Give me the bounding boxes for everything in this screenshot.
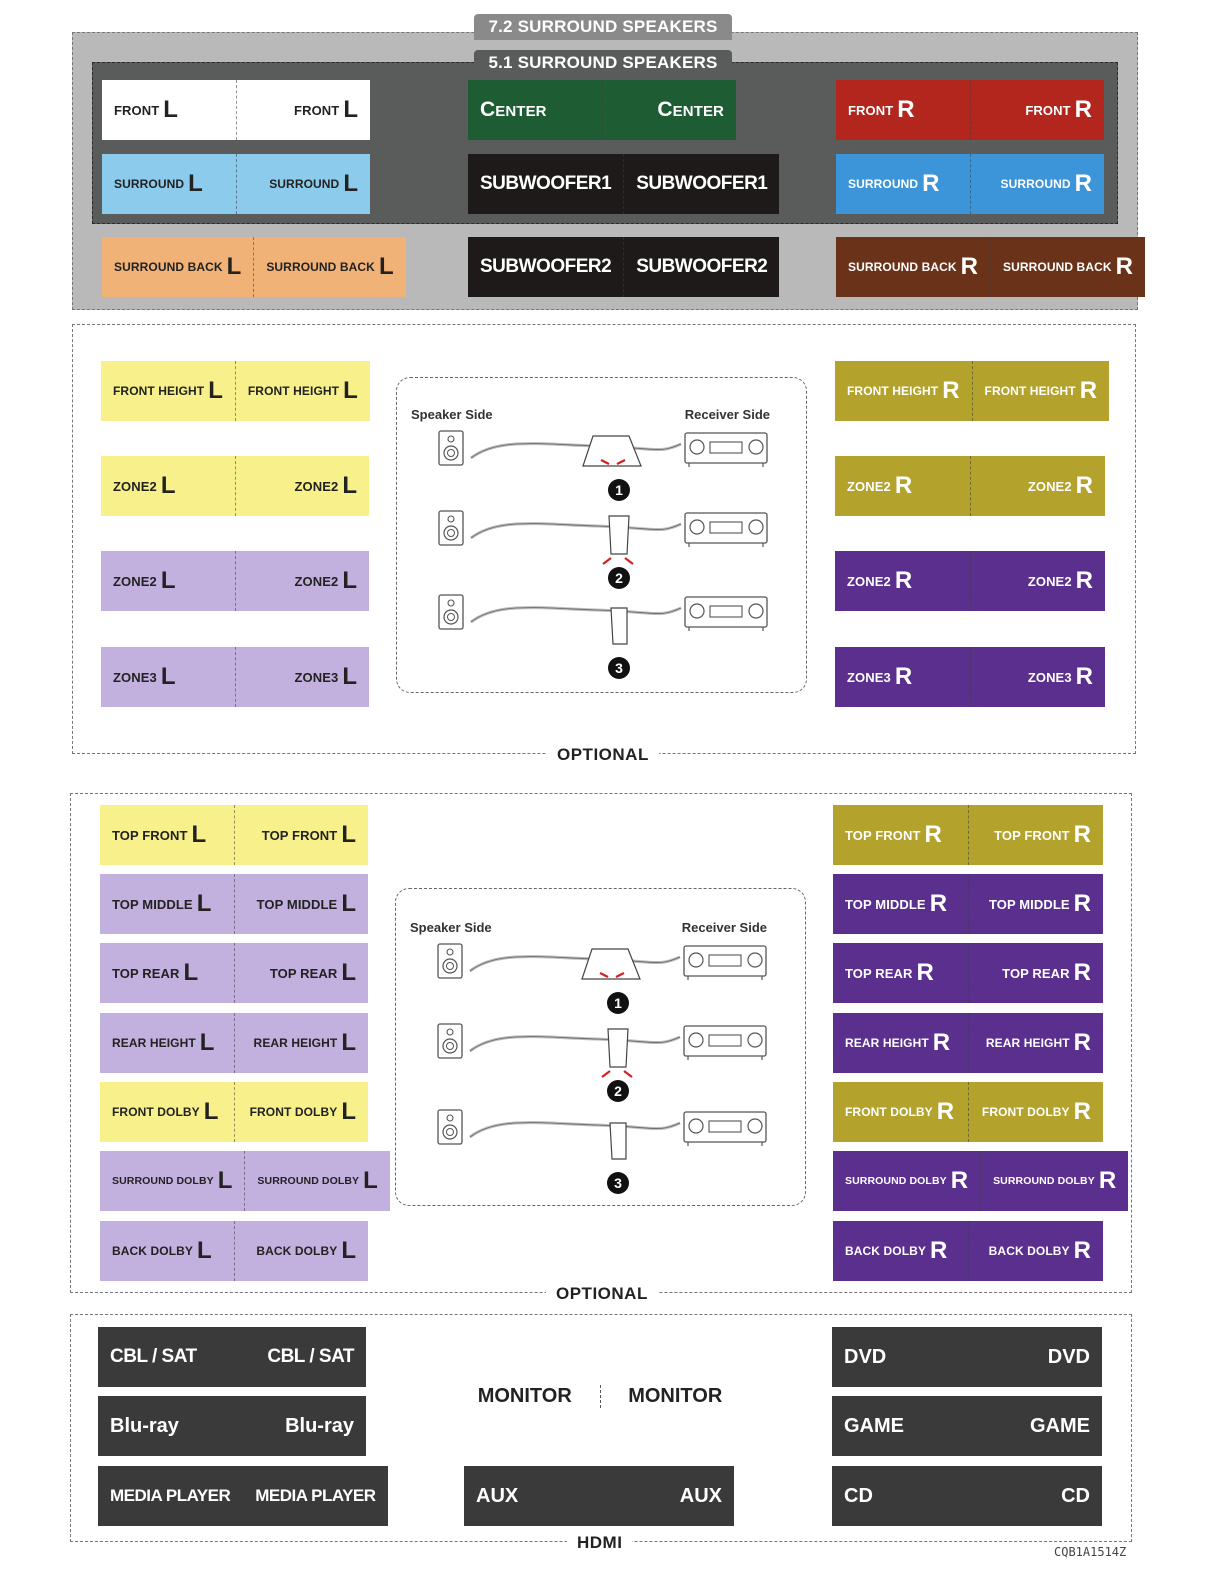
label-text: FRONT DOLBY xyxy=(249,1105,338,1119)
channel-side-letter: R xyxy=(1073,821,1091,848)
label-half-right xyxy=(600,1466,735,1526)
receiver-side-label: Receiver Side xyxy=(681,920,767,935)
wrap-step-3 xyxy=(438,1110,766,1194)
label-text: ZONE2 xyxy=(1027,478,1072,494)
label-half-left xyxy=(100,805,235,865)
monitor-label-pair xyxy=(450,1366,750,1426)
wrap-step-2 xyxy=(438,1024,766,1102)
label-front-height-l xyxy=(101,361,369,421)
receiver-icon xyxy=(685,513,767,547)
receiver-icon xyxy=(685,433,767,467)
label-text: SURROUND xyxy=(269,177,340,191)
label-text: MEDIA PLAYER xyxy=(255,1486,376,1505)
step-number: 1 xyxy=(615,482,623,498)
speaker-side-label: Speaker Side xyxy=(410,920,492,935)
channel-side-letter: L xyxy=(197,1237,212,1264)
label-half-left xyxy=(833,805,969,865)
channel-side-letter: R xyxy=(1115,253,1133,280)
channel-side-letter: R xyxy=(1074,96,1092,123)
wrap-steps-illustration xyxy=(397,378,808,694)
label-text: SUBWOOFER2 xyxy=(636,256,768,277)
receiver-icon xyxy=(685,597,767,631)
label-surround-back-r xyxy=(836,237,1133,297)
monitor-right: MONITOR xyxy=(628,1384,723,1407)
channel-side-letter: R xyxy=(894,472,913,499)
channel-side-letter: L xyxy=(183,959,199,986)
label-half-left xyxy=(835,361,973,421)
label-half-left xyxy=(101,456,236,516)
label-half-left xyxy=(464,1466,600,1526)
channel-side-letter: R xyxy=(1098,1167,1117,1194)
label-text: SURROUND DOLBY xyxy=(845,1175,947,1187)
label-zone2-r xyxy=(835,551,1105,611)
label-surround-r xyxy=(836,154,1104,214)
label-text: SURROUND DOLBY xyxy=(112,1175,214,1187)
label-half-left xyxy=(836,237,991,297)
label-half-right xyxy=(969,805,1104,865)
label-half-left xyxy=(102,80,237,140)
label-half-right xyxy=(235,1013,369,1073)
label-blu-ray xyxy=(98,1396,366,1456)
label-text: BACK DOLBY xyxy=(988,1244,1070,1258)
channel-side-letter: R xyxy=(916,959,934,986)
label-text: SURROUND BACK xyxy=(114,260,223,274)
channel-side-letter: L xyxy=(341,1237,356,1264)
label-half-right xyxy=(236,456,370,516)
label-text: CBL / SAT xyxy=(110,1346,197,1367)
label-half-left xyxy=(468,237,624,297)
label-half-right xyxy=(235,874,369,934)
label-cbl-sat xyxy=(98,1327,366,1387)
label-half-left xyxy=(832,1396,968,1456)
label-text: CD xyxy=(844,1484,873,1507)
label-top-middle-r xyxy=(833,874,1103,934)
label-subwoofer2 xyxy=(468,237,768,297)
label-text: DVD xyxy=(844,1345,887,1368)
label-back-dolby-l xyxy=(100,1221,368,1281)
channel-side-letter: R xyxy=(1075,663,1093,690)
channel-side-letter: R xyxy=(1073,1029,1091,1056)
channel-side-letter: L xyxy=(341,821,356,848)
label-half-left xyxy=(835,456,971,516)
channel-side-letter: L xyxy=(188,170,203,197)
channel-side-letter: L xyxy=(217,1167,233,1194)
label-text: MEDIA PLAYER xyxy=(110,1486,231,1505)
channel-side-letter: L xyxy=(343,170,358,197)
label-dvd xyxy=(832,1327,1102,1387)
channel-side-letter: L xyxy=(363,1167,378,1194)
step-number: 1 xyxy=(614,995,622,1011)
label-surround-back-l xyxy=(102,237,394,297)
label-aux xyxy=(464,1466,734,1526)
channel-side-letter: R xyxy=(1073,1237,1091,1264)
label-text: SURROUND BACK xyxy=(1002,260,1112,274)
label-half-left xyxy=(102,154,237,214)
label-half-right xyxy=(235,943,369,1003)
step-number: 2 xyxy=(614,1083,622,1099)
label-half-right xyxy=(245,1151,389,1211)
label-media-player xyxy=(98,1466,376,1526)
label-half-left xyxy=(832,1466,968,1526)
label-half-right xyxy=(237,154,371,214)
receiver-icon xyxy=(684,1112,766,1146)
label-text: SURROUND BACK xyxy=(848,260,957,274)
channel-side-letter: L xyxy=(226,253,242,280)
channel-side-letter: R xyxy=(1073,890,1091,917)
label-half-right xyxy=(969,874,1104,934)
label-top-rear-r xyxy=(833,943,1103,1003)
channel-side-letter: R xyxy=(942,377,960,404)
label-text: FRONT HEIGHT xyxy=(984,384,1076,398)
label-text: CBL / SAT xyxy=(267,1346,354,1367)
label-half-left xyxy=(833,1082,969,1142)
label-zone2-l xyxy=(101,551,369,611)
label-half-left xyxy=(836,154,971,214)
label-text: FRONT DOLBY xyxy=(845,1105,933,1119)
label-half-right xyxy=(233,1327,367,1387)
optional-title-2: OPTIONAL xyxy=(546,1284,658,1304)
label-front-dolby-r xyxy=(833,1082,1103,1142)
wrap-step-3 xyxy=(439,595,767,679)
label-half-left xyxy=(101,361,236,421)
optional-title-1: OPTIONAL xyxy=(547,745,659,765)
label-half-right xyxy=(237,80,371,140)
label-text: TOP FRONT xyxy=(261,827,338,843)
label-text: Center xyxy=(657,98,724,121)
label-text: AUX xyxy=(679,1484,722,1507)
wrap-step-2 xyxy=(439,511,767,589)
label-top-middle-l xyxy=(100,874,368,934)
label-half-right xyxy=(971,154,1105,214)
label-text: TOP REAR xyxy=(112,965,180,981)
tab-72-surround: 7.2 SURROUND SPEAKERS xyxy=(474,14,732,40)
channel-side-letter: R xyxy=(960,253,978,280)
label-text: CD xyxy=(1061,1484,1090,1507)
receiver-icon xyxy=(684,946,766,980)
label-zone2-l xyxy=(101,456,369,516)
label-half-right xyxy=(969,1013,1104,1073)
wrap-instruction-diagram-1 xyxy=(396,377,807,693)
monitor-left: MONITOR xyxy=(450,1385,601,1408)
label-half-right xyxy=(969,1082,1104,1142)
label-half-left xyxy=(833,1013,969,1073)
label-surround-dolby-r xyxy=(833,1151,1117,1211)
channel-side-letter: R xyxy=(894,663,913,690)
label-half-left xyxy=(835,551,971,611)
label-top-front-l xyxy=(100,805,368,865)
label-half-right xyxy=(233,1396,367,1456)
channel-side-letter: L xyxy=(208,377,223,404)
label-text: ZONE3 xyxy=(294,669,339,685)
label-half-right xyxy=(603,80,737,140)
channel-side-letter: L xyxy=(160,472,176,499)
wrap-step-1 xyxy=(439,431,767,501)
label-text: TOP MIDDLE xyxy=(988,896,1070,912)
label-front-height-r xyxy=(835,361,1105,421)
label-text: SUBWOOFER1 xyxy=(636,173,768,194)
label-text: SUBWOOFER2 xyxy=(480,256,612,277)
speaker-icon xyxy=(438,944,462,978)
channel-side-letter: L xyxy=(343,96,358,123)
label-half-right xyxy=(236,551,370,611)
step-number: 3 xyxy=(614,1175,622,1191)
label-text: BACK DOLBY xyxy=(845,1244,926,1258)
label-half-left xyxy=(833,1151,981,1211)
label-half-left xyxy=(98,1466,243,1526)
label-text: TOP FRONT xyxy=(845,827,921,843)
channel-side-letter: L xyxy=(341,890,356,917)
label-rear-height-l xyxy=(100,1013,368,1073)
channel-side-letter: R xyxy=(1075,567,1093,594)
label-half-right xyxy=(969,1221,1104,1281)
channel-side-letter: L xyxy=(341,1029,356,1056)
label-text: SURROUND xyxy=(848,177,919,191)
label-text: FRONT DOLBY xyxy=(112,1105,200,1119)
receiver-side-label: Receiver Side xyxy=(684,407,770,422)
label-text: GAME xyxy=(844,1414,904,1437)
label-half-right xyxy=(236,647,370,707)
label-half-right xyxy=(971,456,1106,516)
step-number: 2 xyxy=(615,570,623,586)
wrap-step-1 xyxy=(438,944,766,1014)
label-text: Blu-ray xyxy=(285,1414,354,1437)
speaker-icon xyxy=(439,511,463,545)
label-half-left xyxy=(100,1221,235,1281)
channel-side-letter: L xyxy=(378,253,394,280)
label-text: SURROUND BACK xyxy=(266,260,375,274)
channel-side-letter: R xyxy=(1073,1098,1091,1125)
label-text: FRONT xyxy=(114,102,160,118)
label-back-dolby-r xyxy=(833,1221,1103,1281)
label-text: BACK DOLBY xyxy=(256,1244,338,1258)
label-half-left xyxy=(468,154,624,214)
cable-label-tag xyxy=(611,608,627,644)
label-half-right xyxy=(971,551,1106,611)
label-text: ZONE2 xyxy=(847,478,891,494)
wrap-instruction-diagram-2 xyxy=(395,888,806,1206)
label-half-right xyxy=(235,805,369,865)
label-text: ZONE3 xyxy=(847,669,891,685)
label-text: BACK DOLBY xyxy=(112,1244,193,1258)
speaker-icon xyxy=(439,431,463,465)
label-text: TOP MIDDLE xyxy=(845,896,926,912)
label-top-front-r xyxy=(833,805,1103,865)
label-half-right xyxy=(624,154,779,214)
label-half-left xyxy=(101,647,236,707)
label-text: FRONT HEIGHT xyxy=(113,384,205,398)
label-text: SUBWOOFER1 xyxy=(480,173,612,194)
label-half-left xyxy=(101,551,236,611)
channel-side-letter: R xyxy=(929,890,948,917)
wrap-steps-illustration xyxy=(396,889,807,1207)
channel-side-letter: R xyxy=(1073,959,1091,986)
label-half-left xyxy=(832,1327,968,1387)
receiver-icon xyxy=(684,1026,766,1060)
channel-side-letter: R xyxy=(924,821,942,848)
label-text: ZONE2 xyxy=(113,478,157,494)
channel-side-letter: L xyxy=(342,567,357,594)
label-text: ZONE2 xyxy=(847,573,891,589)
label-text: Blu-ray xyxy=(110,1414,179,1437)
label-half-right xyxy=(254,237,405,297)
channel-side-letter: L xyxy=(196,890,212,917)
label-half-right xyxy=(968,1396,1103,1456)
label-half-right xyxy=(971,647,1106,707)
label-surround-dolby-l xyxy=(100,1151,378,1211)
label-text: SURROUND xyxy=(114,177,185,191)
label-text: TOP MIDDLE xyxy=(256,896,338,912)
label-text: GAME xyxy=(1030,1414,1090,1437)
label-front-r xyxy=(836,80,1104,140)
label-half-left xyxy=(100,874,235,934)
label-half-right xyxy=(981,1151,1128,1211)
label-front-dolby-l xyxy=(100,1082,368,1142)
label-half-right xyxy=(624,237,779,297)
label-text: REAR HEIGHT xyxy=(985,1036,1070,1050)
label-half-left xyxy=(100,1151,245,1211)
cable-label-tag xyxy=(582,949,640,979)
label-text: Center xyxy=(480,98,547,121)
channel-side-letter: L xyxy=(191,821,207,848)
label-half-left xyxy=(836,80,971,140)
channel-side-letter: R xyxy=(932,1029,951,1056)
label-half-right xyxy=(991,237,1145,297)
speaker-icon xyxy=(439,595,463,629)
label-half-right xyxy=(971,80,1105,140)
label-text: TOP FRONT xyxy=(994,827,1070,843)
label-surround-l xyxy=(102,154,370,214)
label-zone3-r xyxy=(835,647,1105,707)
channel-side-letter: L xyxy=(341,1098,356,1125)
channel-side-letter: L xyxy=(160,567,176,594)
label-subwoofer1 xyxy=(468,154,768,214)
channel-side-letter: L xyxy=(343,377,358,404)
label-front-l xyxy=(102,80,370,140)
channel-side-letter: L xyxy=(342,472,357,499)
label-zone3-l xyxy=(101,647,369,707)
channel-side-letter: R xyxy=(936,1098,955,1125)
channel-side-letter: L xyxy=(160,663,176,690)
label-text: ZONE3 xyxy=(113,669,157,685)
label-text: ZONE2 xyxy=(113,573,157,589)
channel-side-letter: L xyxy=(199,1029,215,1056)
label-text: TOP REAR xyxy=(1002,965,1070,981)
label-half-left xyxy=(833,1221,969,1281)
label-text: TOP REAR xyxy=(845,965,913,981)
label-text: ZONE2 xyxy=(294,573,339,589)
channel-side-letter: R xyxy=(894,567,913,594)
step-number: 3 xyxy=(615,660,623,676)
label-half-left xyxy=(100,943,235,1003)
label-half-left xyxy=(468,80,603,140)
label-half-left xyxy=(98,1396,233,1456)
speaker-side-label: Speaker Side xyxy=(411,407,493,422)
label-text: REAR HEIGHT xyxy=(253,1036,338,1050)
label-half-right xyxy=(969,943,1104,1003)
label-zone2-r xyxy=(835,456,1105,516)
label-text: REAR HEIGHT xyxy=(845,1036,929,1050)
label-game xyxy=(832,1396,1102,1456)
label-half-right xyxy=(235,1082,369,1142)
label-half-left xyxy=(100,1082,235,1142)
label-text: SURROUND DOLBY xyxy=(993,1175,1095,1187)
channel-side-letter: R xyxy=(922,170,940,197)
label-text: FRONT HEIGHT xyxy=(247,384,340,398)
channel-side-letter: L xyxy=(341,959,356,986)
label-text: TOP MIDDLE xyxy=(112,896,193,912)
label-text: REAR HEIGHT xyxy=(112,1036,196,1050)
label-center xyxy=(468,80,736,140)
label-half-left xyxy=(833,943,969,1003)
part-code: CQB1A1514Z xyxy=(1054,1545,1127,1559)
channel-side-letter: L xyxy=(163,96,178,123)
label-text: DVD xyxy=(1047,1345,1090,1368)
label-text: SURROUND xyxy=(1000,177,1071,191)
label-text: ZONE2 xyxy=(294,478,339,494)
channel-side-letter: L xyxy=(342,663,357,690)
label-half-left xyxy=(98,1327,233,1387)
label-text: ZONE2 xyxy=(1027,573,1072,589)
channel-side-letter: R xyxy=(1074,170,1092,197)
channel-side-letter: L xyxy=(203,1098,219,1125)
label-half-right xyxy=(243,1466,387,1526)
label-half-right xyxy=(235,1221,369,1281)
label-half-left xyxy=(835,647,971,707)
speaker-icon xyxy=(438,1110,462,1144)
channel-side-letter: R xyxy=(1079,377,1098,404)
label-cd xyxy=(832,1466,1102,1526)
label-text: FRONT xyxy=(1025,102,1071,118)
cable-label-tag xyxy=(610,1123,626,1159)
label-text: FRONT xyxy=(848,102,894,118)
label-text: TOP REAR xyxy=(269,965,338,981)
channel-side-letter: R xyxy=(930,1237,948,1264)
cable-label-tag xyxy=(602,1029,632,1077)
label-text: SURROUND DOLBY xyxy=(257,1175,360,1187)
label-half-right xyxy=(968,1327,1103,1387)
label-text: AUX xyxy=(476,1484,519,1507)
cable-label-tag xyxy=(603,516,633,564)
label-top-rear-l xyxy=(100,943,368,1003)
speaker-icon xyxy=(438,1024,462,1058)
label-text: TOP FRONT xyxy=(112,827,188,843)
label-half-left xyxy=(100,1013,235,1073)
label-text: ZONE3 xyxy=(1027,669,1072,685)
hdmi-title: HDMI xyxy=(567,1533,632,1553)
label-half-right xyxy=(968,1466,1103,1526)
label-text: FRONT HEIGHT xyxy=(847,384,939,398)
label-rear-height-r xyxy=(833,1013,1103,1073)
tab-51-surround: 5.1 SURROUND SPEAKERS xyxy=(474,50,732,76)
channel-side-letter: R xyxy=(897,96,915,123)
channel-side-letter: R xyxy=(950,1167,969,1194)
cable-label-tag xyxy=(583,436,641,466)
label-text: FRONT DOLBY xyxy=(981,1105,1070,1119)
channel-side-letter: R xyxy=(1075,472,1093,499)
label-half-right xyxy=(973,361,1110,421)
label-half-left xyxy=(102,237,254,297)
label-half-right xyxy=(236,361,370,421)
label-half-left xyxy=(833,874,969,934)
label-text: FRONT xyxy=(294,102,340,118)
